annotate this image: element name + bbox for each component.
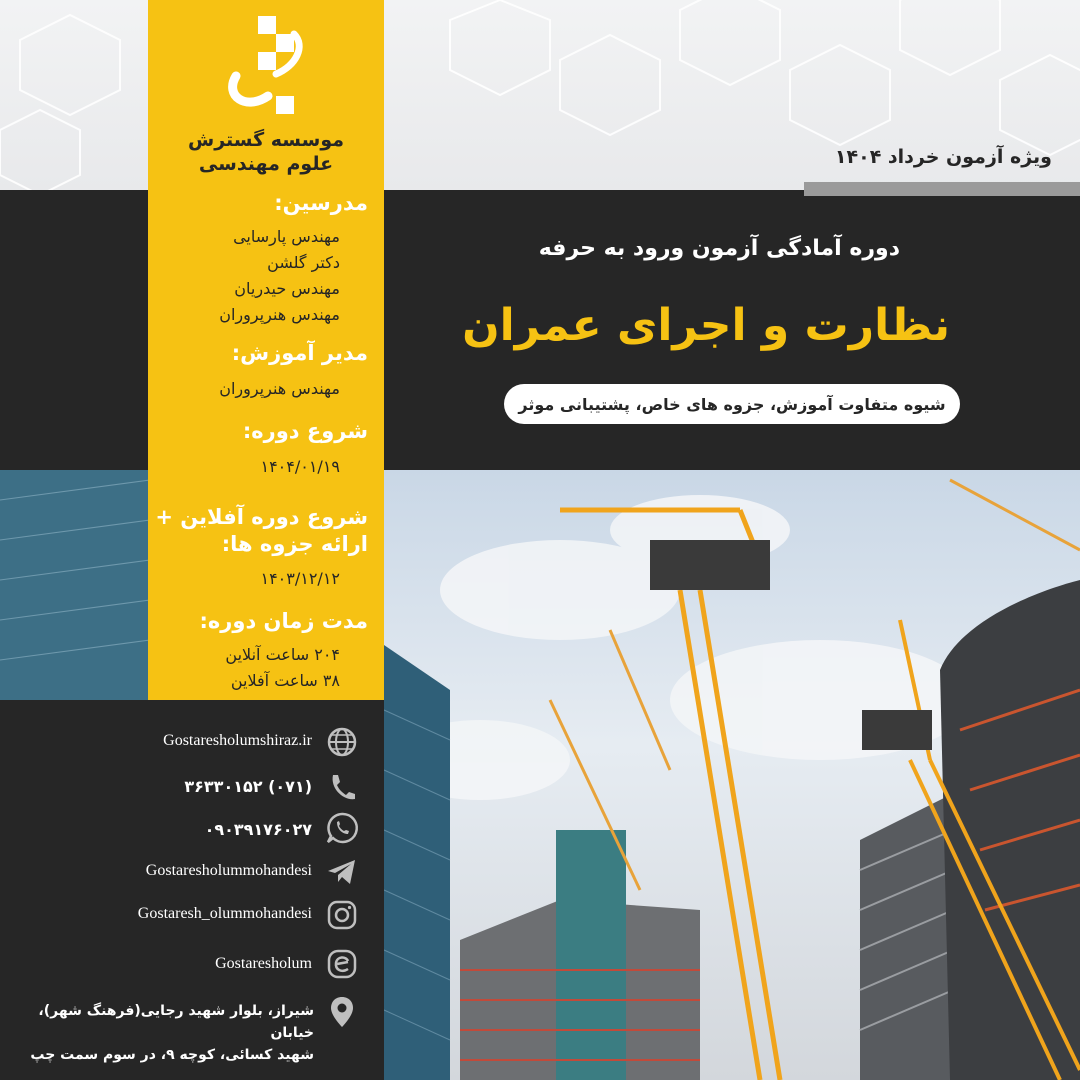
institute-name-line2: علوم مهندسی xyxy=(198,153,334,175)
course-title: نظارت و اجرای عمران xyxy=(462,300,950,351)
instructor-item: مهندس حیدریان xyxy=(234,279,340,298)
eitaa-icon xyxy=(324,946,360,982)
institute-logo-icon xyxy=(216,16,312,116)
website-link[interactable]: Gostaresholumshiraz.ir xyxy=(163,732,312,749)
eitaa-handle[interactable]: Gostaresholum xyxy=(215,955,312,972)
instagram-icon xyxy=(324,897,360,933)
course-subtitle: دوره آمادگی آزمون ورود به حرفه xyxy=(538,236,900,261)
offline-date: ۱۴۰۳/۱۲/۱۲ xyxy=(260,569,340,588)
institute-name xyxy=(148,128,384,176)
manager-name: مهندس هنرپروران xyxy=(219,379,340,398)
globe-icon xyxy=(324,724,360,760)
course-tagline-pill xyxy=(504,384,960,424)
duration-online: ۲۰۴ ساعت آنلاین xyxy=(225,645,340,664)
course-tagline: شیوه متفاوت آموزش، جزوه های خاص، پشتیبانی موثر xyxy=(518,394,946,414)
instructors-heading: مدرسین: xyxy=(274,191,368,215)
duration-offline: ۳۸ ساعت آفلاین xyxy=(230,671,340,690)
duration-heading: مدت زمان دوره: xyxy=(199,609,368,633)
exam-note-underline xyxy=(804,182,1080,196)
location-icon xyxy=(324,994,360,1030)
address-line2: شهید کسائی، کوچه ۹، در سوم سمت چپ xyxy=(30,1047,314,1063)
institute-name-line1: موسسه گسترش xyxy=(187,129,344,151)
address xyxy=(14,1000,314,1066)
start-heading: شروع دوره: xyxy=(242,419,368,443)
address-line1: شیراز، بلوار شهید رجایی(فرهنگ شهر)، خیابان xyxy=(38,1003,314,1041)
telegram-handle[interactable]: Gostaresholummohandesi xyxy=(145,862,312,879)
whatsapp-number[interactable]: ۰۹۰۳۹۱۷۶۰۲۷ xyxy=(204,820,312,839)
phone-number[interactable]: (۰۷۱) ۳۶۳۳۰۱۵۲ xyxy=(184,777,312,796)
instructor-item: مهندس هنرپروران xyxy=(219,305,340,324)
instagram-handle[interactable]: Gostaresh_olummohandesi xyxy=(137,905,312,922)
offline-heading: شروع دوره آفلاین + ارائه جزوه ها: xyxy=(155,505,368,556)
instructor-item: دکتر گلشن xyxy=(267,253,340,272)
exam-note: ویژه آزمون خرداد ۱۴۰۴ xyxy=(834,146,1052,168)
phone-icon xyxy=(324,769,360,805)
start-date: ۱۴۰۴/۰۱/۱۹ xyxy=(260,457,340,476)
instructor-item: مهندس پارسایی xyxy=(233,227,340,246)
manager-heading: مدیر آموزش: xyxy=(231,341,368,365)
whatsapp-icon xyxy=(324,810,360,846)
telegram-icon xyxy=(324,854,360,890)
